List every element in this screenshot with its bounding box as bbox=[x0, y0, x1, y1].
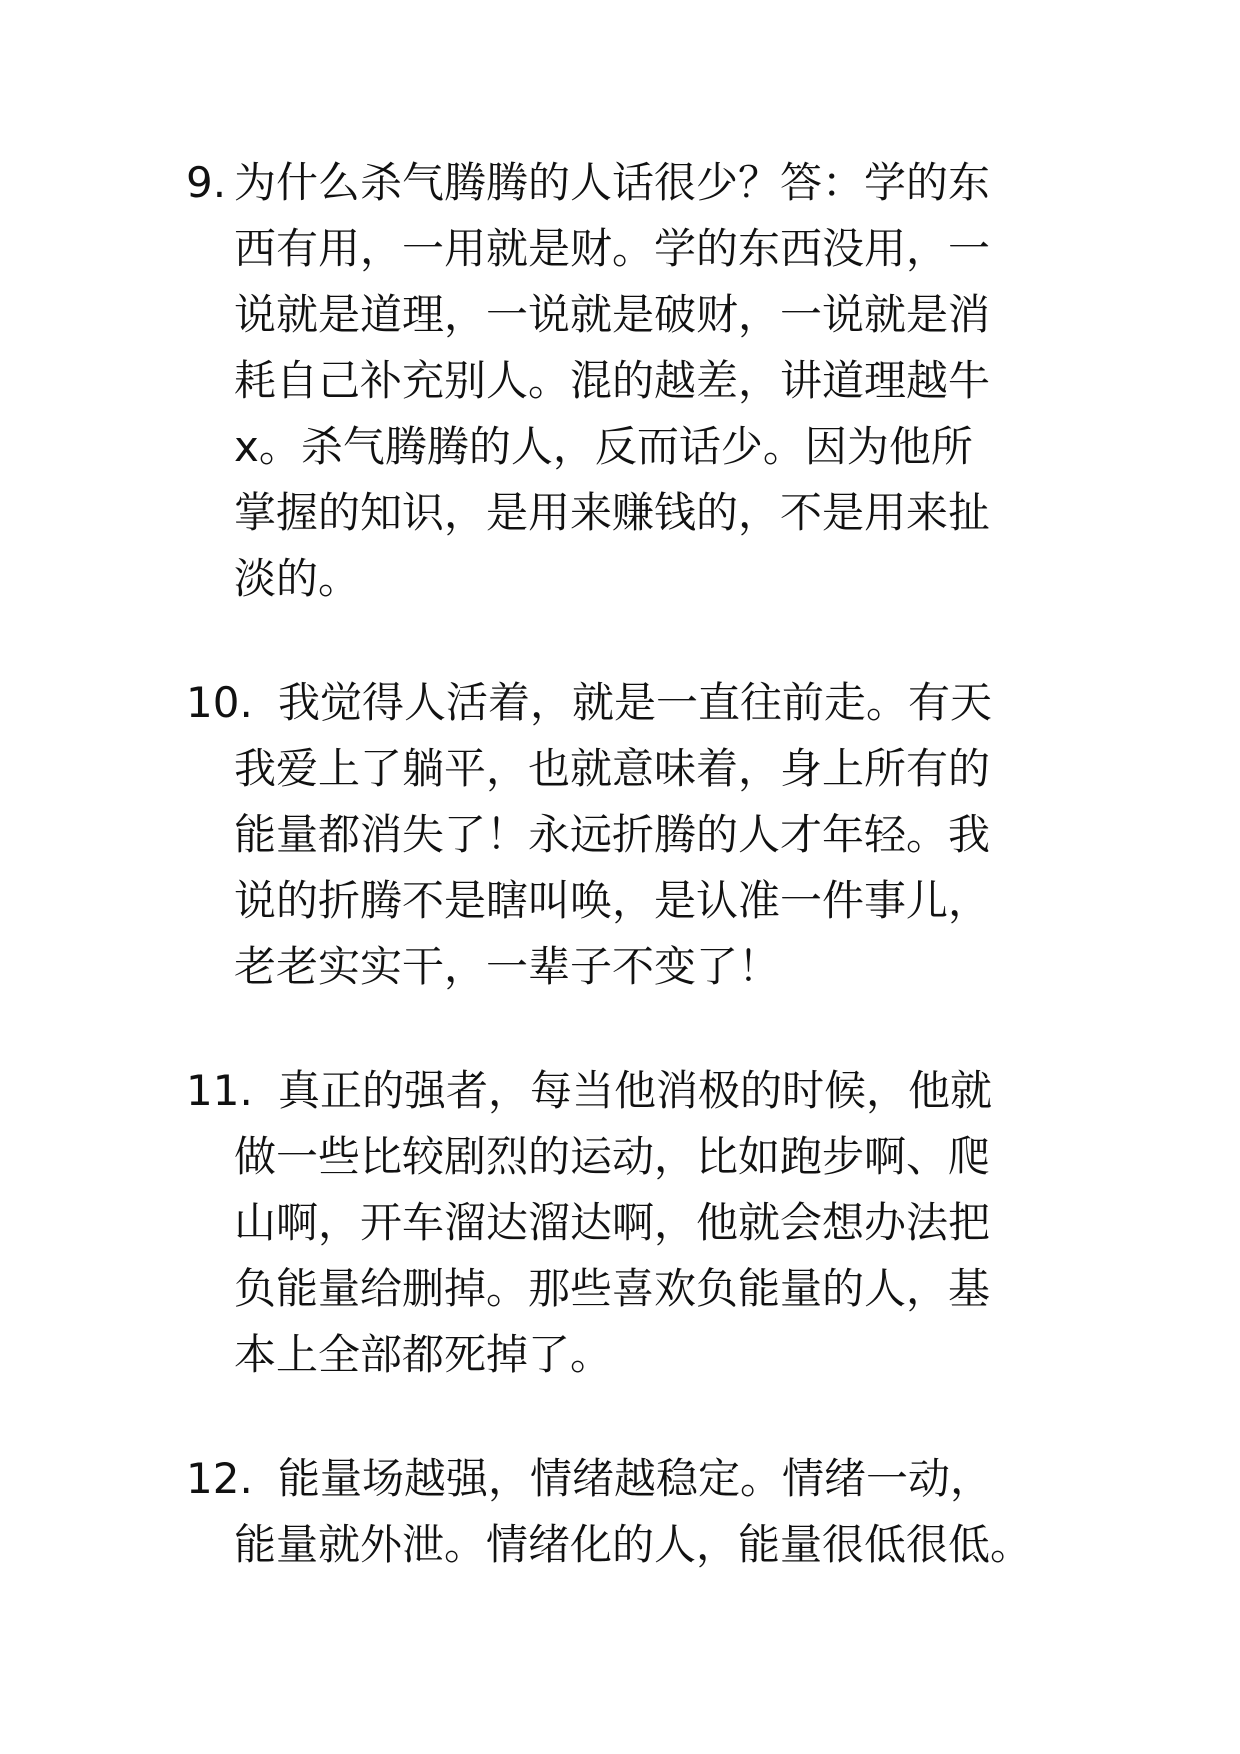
list-item-9 bbox=[186, 150, 1066, 612]
item-text-line: 能量都消失了！永远折腾的人才年轻。我 bbox=[234, 810, 991, 859]
item-text-line: 说的折腾不是瞎叫唤，是认准一件事儿， bbox=[234, 876, 991, 925]
item-text-line: 老老实实干，一辈子不变了！ bbox=[234, 942, 781, 991]
item-number: 12. bbox=[186, 1454, 253, 1503]
item-first-line bbox=[186, 1446, 1066, 1512]
item-text-line: 淡的。 bbox=[234, 554, 361, 603]
item-text-line: 耗自己补充别人。混的越差，讲道理越牛 bbox=[234, 356, 991, 405]
item-number: 10. bbox=[186, 678, 253, 727]
item-text-line: 本上全部都死掉了。 bbox=[234, 1330, 613, 1379]
item-text-line: 能量就外泄。情绪化的人，能量很低很低。 bbox=[234, 1520, 1033, 1569]
item-text-line: 说就是道理，一说就是破财，一说就是消 bbox=[234, 290, 991, 339]
item-text-line: 掌握的知识，是用来赚钱的，不是用来扯 bbox=[234, 488, 991, 537]
item-text-line: 我觉得人活着，就是一直往前走。有天 bbox=[278, 678, 993, 727]
item-text-line: 做一些比较剧烈的运动，比如跑步啊、爬 bbox=[234, 1132, 991, 1181]
item-text-line: 真正的强者，每当他消极的时候，他就 bbox=[278, 1066, 993, 1115]
list-item-12 bbox=[186, 1446, 1066, 1578]
item-text-line: 能量场越强，情绪越稳定。情绪一动， bbox=[278, 1454, 993, 1503]
item-first-line bbox=[186, 670, 1066, 736]
list-item-10 bbox=[186, 670, 1066, 1000]
list-item-11 bbox=[186, 1058, 1066, 1388]
item-text-line: 为什么杀气腾腾的人话很少？答：学的东 bbox=[234, 158, 991, 207]
item-text-line: 负能量给删掉。那些喜欢负能量的人，基 bbox=[234, 1264, 991, 1313]
item-number: 9. bbox=[186, 158, 227, 207]
item-text-line: 山啊，开车溜达溜达啊，他就会想办法把 bbox=[234, 1198, 991, 1247]
item-text-line: 我爱上了躺平，也就意味着，身上所有的 bbox=[234, 744, 991, 793]
item-first-line bbox=[186, 1058, 1066, 1124]
item-first-line bbox=[186, 150, 1066, 216]
item-text-line: 西有用，一用就是财。学的东西没用，一 bbox=[234, 224, 991, 273]
item-number: 11. bbox=[186, 1066, 253, 1115]
item-text-line: x。杀气腾腾的人，反而话少。因为他所 bbox=[234, 422, 973, 471]
